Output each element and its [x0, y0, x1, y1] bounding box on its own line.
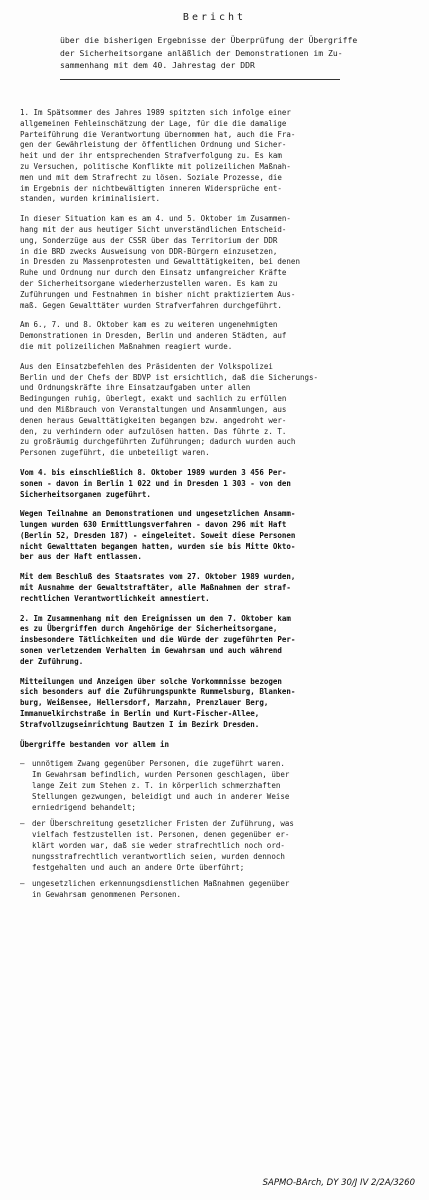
list-item-text: der Überschreitung gesetzlicher Fristen der Zuführung, was vielfach festzustellen ist. Personen, denen gegenüber er- klärt worden war, daß sie weder strafrechtlich noch ord- nungsstrafrechtlich verantwortlich seien, wurden dennoch festgehalten und auch an andere Orte überführt;: [32, 819, 294, 872]
paragraph-4: Aus den Einsatzbefehlen des Präsidenten der Volkspolizei Berlin und der Chefs der BDVP ist ersichtlich, daß die Sicherungs- und Ordnungskräfte ihre Einsatzaufgaben unter allen Bedingungen ruhig, überlegt, exakt und sachlich zu erfüllen und den Mißbrauch von Veranstaltungen und Ansammlungen, aus denen heraus Gewalttätigkeiten begangen bzw. angedroht wer- den, zu verhindern oder aufzulösen hatten. Das führte z. T. zu großräumig durchgeführten Zuführungen; dadurch wurden auch Personen zugeführt, die unbeteiligt waren.: [20, 361, 319, 458]
paragraph-7: Mit dem Beschluß des Staatsrates vom 27. Oktober 1989 wurden, mit Ausnahme der Gewaltstraftäter, alle Maßnahmen der straf- rechtlichen Verantwortlichkeit amnestiert.: [20, 572, 296, 603]
dash-bullet: –: [20, 759, 25, 769]
paragraph-9: Mitteilungen und Anzeigen über solche Vorkommnisse bezogen sich besonders auf die Zuführungspunkte Rummelsburg, Blanken- burg, Weißensee, Hellersdorf, Marzahn, Prenzlauer Berg, Immanuelkirchstraße in Berlin und Kurt-Fischer-Allee, Strafvollzugseinrichtung Bautzen I im Bezirk Dresden.: [20, 676, 296, 729]
paragraph-10: Übergriffe bestanden vor allem in: [20, 739, 170, 749]
paragraph-2: In dieser Situation kam es am 4. und 5. Oktober im Zusammen- hang mit der aus heutiger Sicht unverständlichen Entscheid- ung, Sonderzüge aus der CSSR über das Territorium der DDR in die BRD zwecks Ausweisung von DDR-Bürgern einzusetzen, in Dresden zu Massenprotesten und Gewalttätigkeiten, bei denen Ruhe und Ordnung nur durch den Einsatz umfangreicher Kräfte der Sicherheitsorgane wiederherzustellen waren. Es kam zu Zuführungen und Festnahmen in bisher nicht praktiziertem Aus- maß. Gegen Gewalttäter wurden Strafverfahren durchgeführt.: [20, 214, 300, 310]
list-item: [20, 759, 419, 813]
document-subtitle: über die bisherigen Ergebnisse der Überprüfung der Übergriffe der Sicherheitsorgane anläßlich der Demonstrationen im Zu- sammenhang mit dem 40. Jahrestag der DDR: [60, 35, 358, 70]
paragraph-5: Vom 4. bis einschließlich 8. Oktober 1989 wurden 3 456 Per- sonen - davon in Berlin 1 022 und in Dresden 1 303 - von den Sicherheitsorganen zugeführt.: [20, 467, 291, 499]
paragraph-1: 1. Im Spätsommer des Jahres 1989 spitzten sich infolge einer allgemeinen Fehleinschätzung der Lage, für die die damalige Parteiführung die Verantwortung übernommen hat, auch die Fra- gen der Gewährleistung der öffentlichen Ordnung und Sicher- heit und der ihr entsprechenden Strafverfolgung zu. Es kam zu Versuchen, politische Konflikte mit polizeilichen Maßnah- men und mit dem Strafrecht zu lösen. Soziale Prozesse, die im Ergebnis der nichtbewältigten inneren Widersprüche ent- standen, wurden kriminalisiert.: [20, 108, 296, 204]
dash-bullet: –: [20, 819, 25, 829]
document-body: [20, 108, 419, 907]
list-item-text: unnötigem Zwang gegenüber Personen, die zugeführt waren. Im Gewahrsam befindlich, wurden Personen geschlagen, über lange Zeit zum Stehen z. T. in körperlich schmerzhaften Stellungen gezwungen, beleidigt und auch in anderer Weise erniedrigend behandelt;: [32, 759, 290, 812]
paragraph-3: Am 6., 7. und 8. Oktober kam es zu weiteren ungenehmigten Demonstrationen in Dresden, Berlin und anderen Städten, auf die mit polizeilichen Maßnahmen reagiert wurde.: [20, 320, 287, 351]
list-item-text: ungesetzlichen erkennungsdienstlichen Maßnahmen gegenüber in Gewahrsam genommenen Personen.: [32, 879, 290, 900]
dash-bullet: –: [20, 879, 25, 889]
archive-source-label: SAPMO-BArch, DY 30/J IV 2/2A/3260: [262, 1178, 415, 1188]
list-item: [20, 819, 419, 873]
list-item: [20, 879, 419, 901]
paragraph-6: Wegen Teilnahme an Demonstrationen und ungesetzlichen Ansamm- lungen wurden 630 Ermittlungsverfahren - davon 296 mit Haft (Berlin 52, Dresden 187) - eingeleitet. Soweit diese Personen nicht Gewalttaten begangen hatten, wurden sie bis Mitte Okto- ber aus der Haft entlassen.: [20, 509, 296, 562]
paragraph-8: 2. Im Zusammenhang mit den Ereignissen um den 7. Oktober kam es zu Übergriffen durch Angehörige der Sicherheitsorgane, insbesondere Tätlichkeiten und die Würde der zugeführten Per- sonen verletzendem Verhalten im Gewahrsam und auch während der Zuführung.: [20, 613, 296, 666]
title-divider: [60, 79, 340, 80]
document-title: Bericht: [182, 12, 247, 23]
